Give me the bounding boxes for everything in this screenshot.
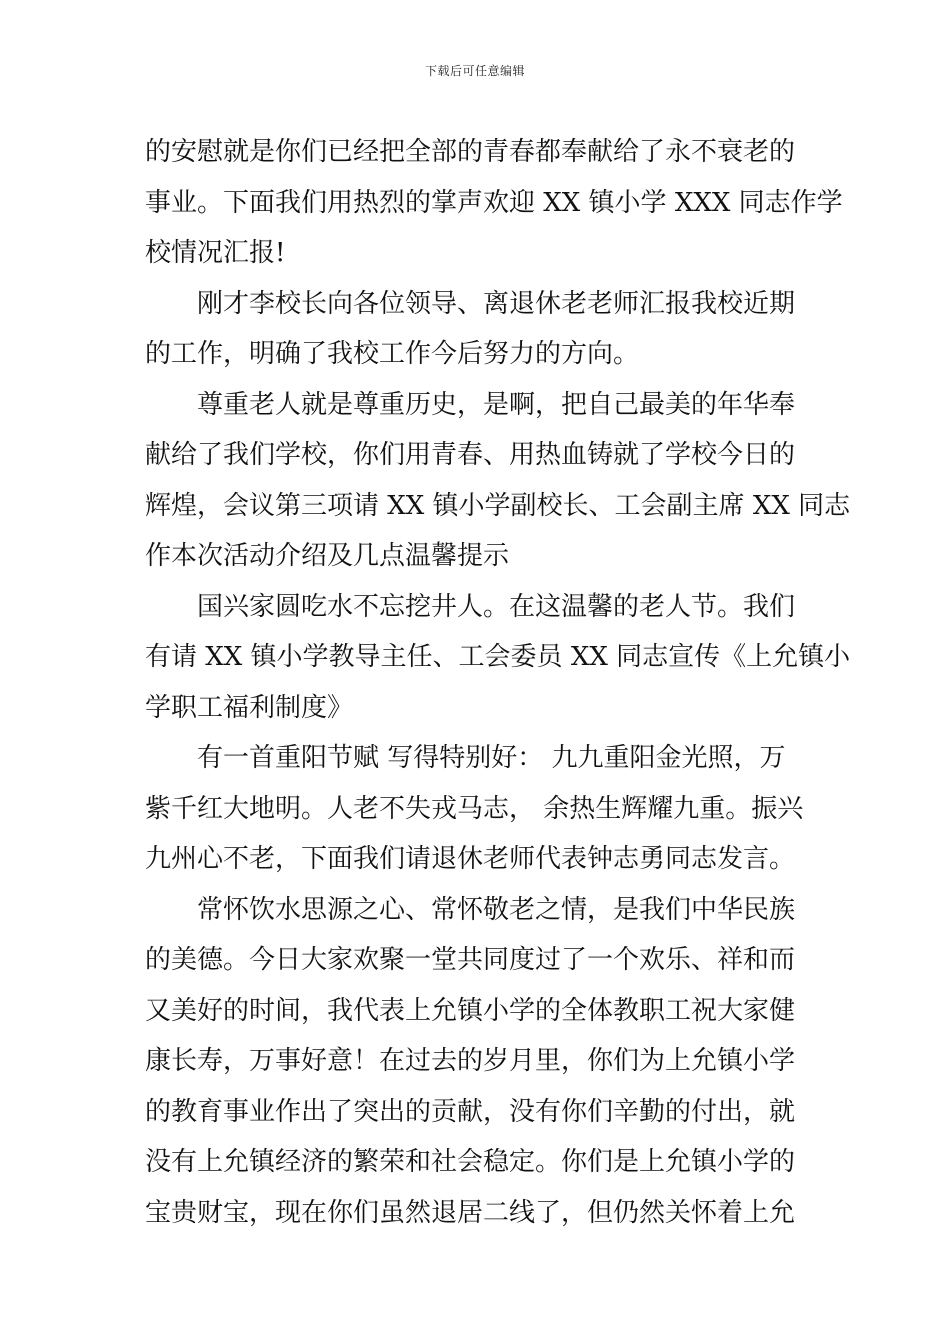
document-body [145,127,851,1238]
text-line: 国兴家圆吃水不忘挖井人。在这温馨的老人节。我们 [197,591,796,622]
text-line: 作本次活动介绍及几点温馨提示 [145,541,510,571]
paragraph [145,582,851,734]
text-line: 的美德。今日大家欢聚一堂共同度过了一个欢乐、祥和而 [145,945,796,975]
text-line: 宝贵财宝，现在你们虽然退居二线了，但仍然关怀着上允 [145,1197,796,1228]
text-line: 又美好的时间，我代表上允镇小学的全体教职工祝大家健 [145,995,796,1026]
text-line: 康长寿，万事好意！在过去的岁月里，你们为上允镇小学 [145,1046,796,1076]
text-line: 九州心不老，下面我们请退休老师代表钟志勇同志发言。 [145,844,796,874]
text-line: 校情况汇报! [145,238,286,268]
page-header: 下载后可任意编辑 [424,64,525,78]
text-line: 有请 XX 镇小学教导主任、工会委员 XX 同志宣传《上允镇小 [145,642,851,672]
text-line: 常怀饮水思源之心、常怀敬老之情，是我们中华民族 [197,894,796,925]
text-line: 事业。下面我们用热烈的掌声欢迎 XX 镇小学 XXX 同志作学 [145,187,843,218]
paragraph [145,885,807,1239]
text-line: 的安慰就是你们已经把全部的青春都奉献给了永不衰老的 [145,137,796,167]
paragraph [145,380,851,582]
text-line: 尊重老人就是尊重历史，是啊，把自己最美的年华奉 [197,389,796,420]
text-line: 的教育事业作出了突出的贡献，没有你们辛勤的付出，就 [145,1096,796,1127]
text-line: 没有上允镇经济的繁荣和社会稳定。你们是上允镇小学的 [145,1147,796,1177]
text-line: 辉煌，会议第三项请 XX 镇小学副校长、工会副主席 XX 同志 [145,490,851,521]
text-line: 学职工福利制度》 [145,692,354,723]
text-line: 的工作，明确了我校工作今后努力的方向。 [145,339,640,369]
paragraph [145,733,807,885]
text-line: 紫千红大地明。人老不失戎马志， 余热生辉耀九重。振兴 [145,793,804,824]
text-line: 献给了我们学校，你们用青春、用热血铸就了学校今日的 [145,440,796,470]
text-line: 刚才李校长向各位领导、离退休老老师汇报我校近期 [197,288,796,319]
paragraph [145,279,807,380]
paragraph [145,127,843,279]
text-line: 有一首重阳节赋 写得特别好： 九九重阳金光照，万 [197,743,786,773]
